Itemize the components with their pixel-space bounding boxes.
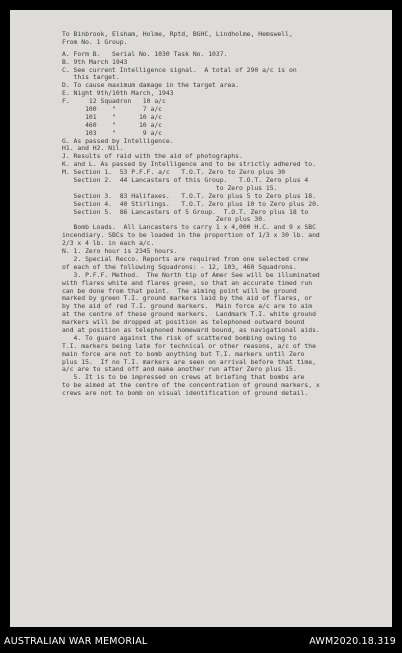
body-line: 101 " 10 a/c — [62, 113, 163, 121]
body-line: N. 1. Zero hour is 2345 hours. — [62, 248, 178, 256]
body-line: G. As passed by Intelligence. — [62, 137, 174, 145]
body-line: 103 " 9 a/c — [62, 129, 163, 137]
body-line: this target. — [62, 74, 120, 82]
body-line: Section 2. 44 Lancasters of this Group. T.O.T. Zero plus 4 — [62, 177, 309, 185]
body-line: main force are not to bomb anything but T.I. markers until Zero — [62, 350, 305, 358]
body-line: M. Section 1. 53 P.F.F. a/c T.O.T. Zero to Zero plus 30 — [62, 169, 286, 177]
body-line: crews are not to bomb on visual identification of ground detail. — [62, 390, 309, 398]
body-line: B. 9th March 1943 — [62, 58, 128, 66]
body-line: A. Form B. Serial No. 1030 Task No. 1037. — [62, 50, 228, 58]
body-line: with flares white and flares green, so that an accurate timed run — [62, 279, 313, 287]
body-line: E. Night 9th/10th March, 1943 — [62, 90, 174, 98]
body-line: 100 " 7 a/c — [62, 106, 163, 114]
body-line: T.I. markers being late for technical or other reasons, a/c of the — [62, 342, 316, 350]
body-line: H1. and H2. Nil. — [62, 145, 124, 153]
body-line: incendiary. SBCs to be loaded in the proportion of 1/3 x 30 lb. and — [62, 232, 320, 240]
body-line: a/c are to stand off and make another run after Zero plus 15. — [62, 366, 297, 374]
body-line: Zero plus 30. — [62, 216, 266, 224]
body-line: 5. It is to be impressed on crews at briefing that bombs are — [62, 374, 305, 382]
body-line: and at position as telephoned homeward bound, as navigational aids. — [62, 326, 320, 334]
body-line: J. Results of raid with the aid of photographs. — [62, 153, 243, 161]
body-line: D. To cause maximum damage in the target area. — [62, 82, 239, 90]
header-block — [62, 31, 396, 47]
body-line: markers will be dropped at position as telephoned outward bound — [62, 319, 305, 327]
body-line: C. See current Intelligence signal. A total of 290 a/c is on — [62, 66, 297, 74]
body-line: 2. Special Recco. Reports are required from one selected crew — [62, 255, 309, 263]
footer-institution: AUSTRALIAN WAR MEMORIAL — [4, 636, 148, 647]
body-line: can be done from that point. The aiming point will be ground — [62, 287, 297, 295]
footer-accession-number: AWM2020.18.319 — [309, 636, 396, 647]
body-line: F. 12 Squadron 10 a/c — [62, 98, 166, 106]
body-line: by the aid of red T.I. ground markers. Main force a/c are to aim — [62, 303, 313, 311]
body-line: K. and L. As passed by Intelligence and to be strictly adhered to. — [62, 161, 316, 169]
document-text — [62, 31, 396, 398]
body-line: to Zero plus 15. — [62, 184, 278, 192]
body-line: to be aimed at the centre of the concentration of ground markers, x — [62, 382, 320, 390]
body-line: plus 15. If no T.I. markers are seen on arrival before that time, — [62, 358, 316, 366]
body-block — [62, 51, 396, 398]
body-line: Section 4. 40 Stirlings. T.O.T. Zero plus 10 to Zero plus 20. — [62, 200, 320, 208]
body-line: 460 " 10 a/c — [62, 121, 163, 129]
body-line: Section 3. 83 Halifaxes. T.O.T. Zero plus 5 to Zero plus 18. — [62, 192, 316, 200]
body-line: 2/3 x 4 lb. in each a/c. — [62, 240, 155, 248]
footer-bar — [0, 630, 402, 653]
body-line: at the centre of these ground markers. Landmark T.I. white ground — [62, 311, 316, 319]
body-line: Bomb Loads. All Lancasters to carry 1 x 4,000 H.C. and 9 x SBC — [62, 224, 316, 232]
header-line: From No. 1 Group. — [62, 38, 128, 46]
body-line: 4. To guard against the risk of scattered bombing owing to — [62, 334, 297, 342]
body-line: 3. P.F.F. Method. The North tip of Amer See will be illuminated — [62, 271, 320, 279]
body-line: of each of the following Squadrons: - 12, 103, 460 Squadrons. — [62, 263, 297, 271]
body-line: marked by green T.I. ground markers laid by the aid of flares, or — [62, 295, 313, 303]
body-line: Section 5. 86 Lancasters of 5 Group. T.O.T. Zero plus 18 to — [62, 208, 309, 216]
header-line: To Binbrook, Elsham, Holme, Rptd, BGHC, Lindholme, Hemswell, — [62, 31, 293, 38]
